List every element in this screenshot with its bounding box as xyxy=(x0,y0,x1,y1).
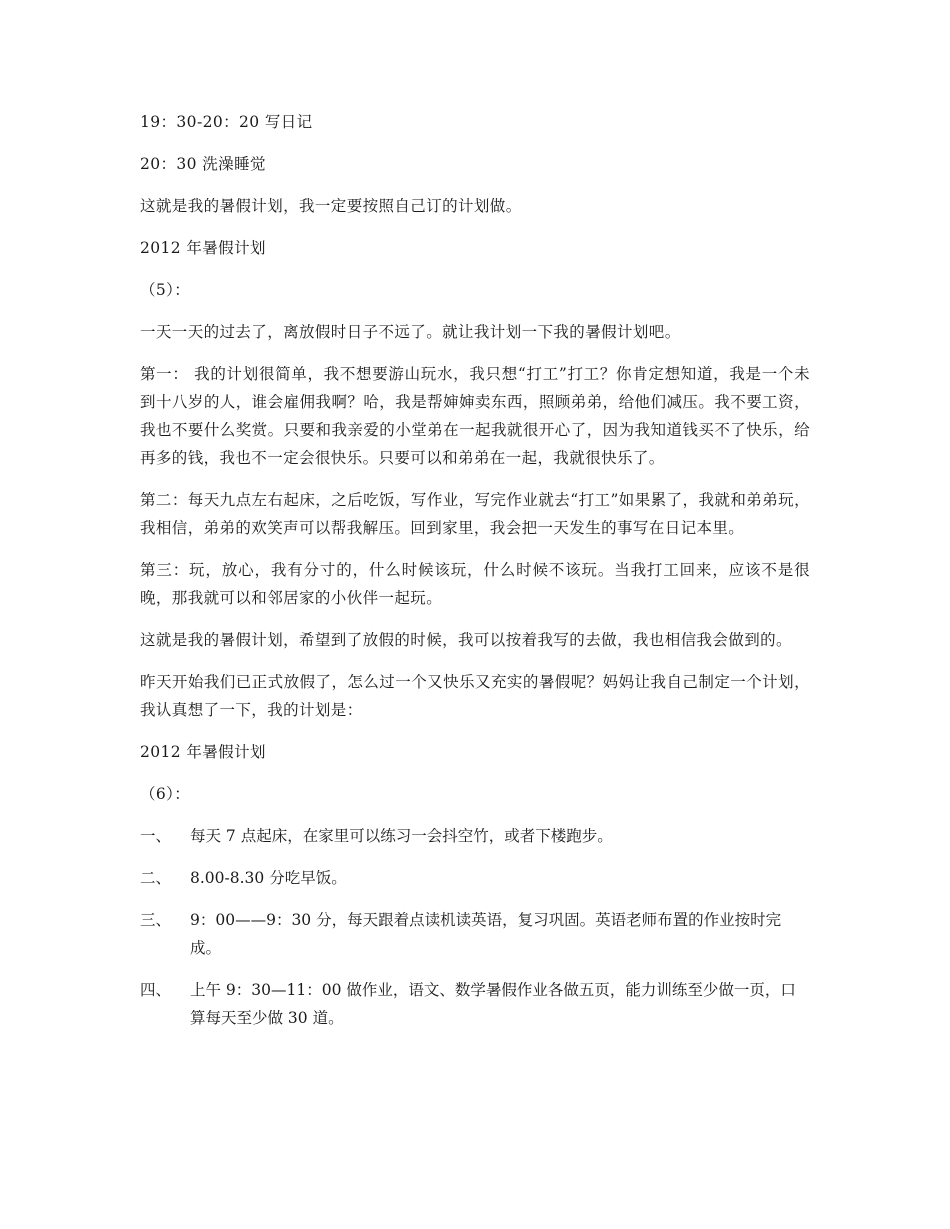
paragraph-vacation-start: 昨天开始我们已正式放假了，怎么过一个又快乐又充实的暑假呢？妈妈让我自己制定一个计划，我认真想了一下，我的计划是： xyxy=(140,673,810,719)
paragraph-time-diary: 19：30-20：20 写日记 xyxy=(140,113,313,131)
list-item-number: 二、 xyxy=(140,869,172,887)
section-title: 2012 年暑假计划 xyxy=(140,239,266,257)
paragraph-second: 第二：每天九点左右起床，之后吃饭，写作业，写完作业就去“打工”如果累了，我就和弟弟玩，我相信，弟弟的欢笑声可以帮我解压。回到家里，我会把一天发生的事写在日记本里。 xyxy=(140,491,810,537)
paragraph-first: 第一： 我的计划很简单，我不想要游山玩水，我只想“打工”打工？你肯定想知道，我是一个未到十八岁的人，谁会雇佣我啊？哈，我是帮婶婶卖东西，照顾弟弟，给他们减压。我不要工资，我也不要什么奖赏。只要和我亲爱的小堂弟在一起我就很开心了，因为我知道钱买不了快乐，给再多的钱，我也不一定会很快乐。只要可以和弟弟在一起，我就很快乐了。 xyxy=(140,365,810,467)
list-item xyxy=(140,906,810,962)
list-item-text: 每天 7 点起床，在家里可以练习一会抖空竹，或者下楼跑步。 xyxy=(190,827,613,845)
list-item-number: 四、 xyxy=(140,981,172,999)
list-item-number: 一、 xyxy=(140,827,172,845)
list-item-number: 三、 xyxy=(140,911,172,929)
list-item-text: 9：00——9：30 分，每天跟着点读机读英语，复习巩固。英语老师布置的作业按时完成。 xyxy=(190,911,782,957)
paragraph-time-bath: 20：30 洗澡睡觉 xyxy=(140,155,266,173)
section-number: （6）： xyxy=(140,785,191,803)
list-item xyxy=(140,822,810,850)
section-number: （5）： xyxy=(140,281,191,299)
list-item-text: 8.00-8.30 分吃早饭。 xyxy=(190,869,347,887)
document-page xyxy=(140,108,810,1046)
list-item-text: 上午 9：30—11：00 做作业，语文、数学暑假作业各做五页，能力训练至少做一页，口算每天至少做 30 道。 xyxy=(190,981,796,1027)
section-title: 2012 年暑假计划 xyxy=(140,743,266,761)
list-item xyxy=(140,864,810,892)
paragraph-third: 第三：玩，放心，我有分寸的，什么时候该玩，什么时候不该玩。当我打工回来，应该不是很晚，那我就可以和邻居家的小伙伴一起玩。 xyxy=(140,561,810,607)
list-item xyxy=(140,976,810,1032)
paragraph-summary: 这就是我的暑假计划，希望到了放假的时候，我可以按着我写的去做，我也相信我会做到的。 xyxy=(140,631,792,649)
paragraph-plan-conclusion: 这就是我的暑假计划，我一定要按照自己订的计划做。 xyxy=(140,197,522,215)
paragraph-intro: 一天一天的过去了，离放假时日子不远了。就让我计划一下我的暑假计划吧。 xyxy=(140,323,681,341)
